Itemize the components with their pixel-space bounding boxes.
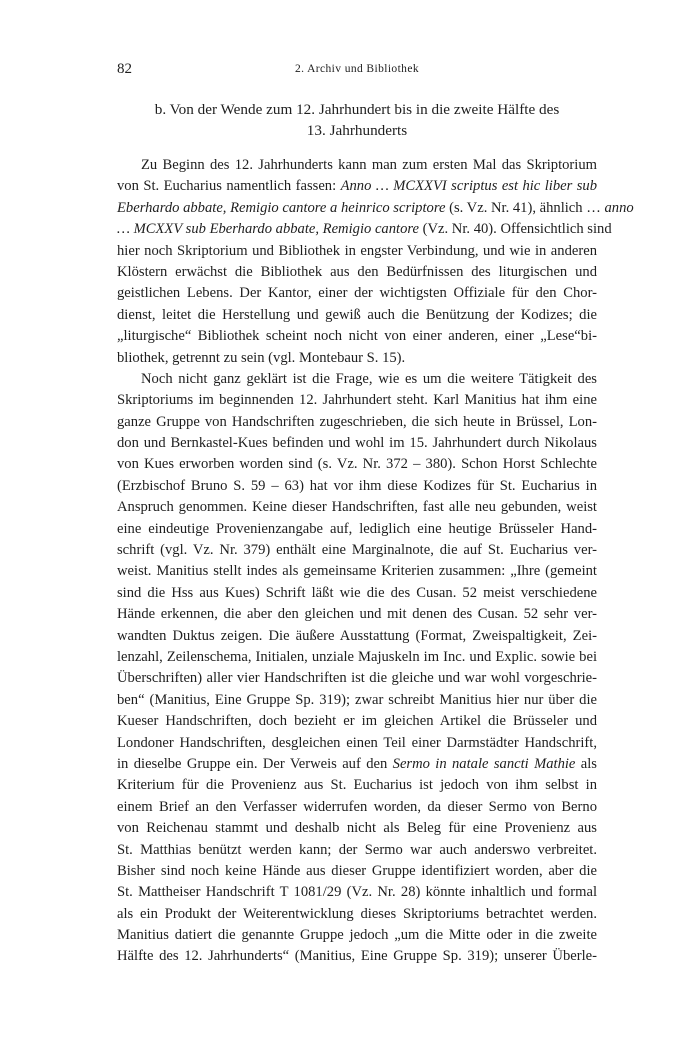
text-line: dienst, leitet die Herstellung und gewiß auch die Benützung der Kodizes; die — [117, 306, 597, 323]
text-line: einem Brief an den Verfasser widerrufen worden, da dieser Sermo von Berno — [117, 798, 597, 815]
page-number: 82 — [117, 61, 132, 77]
paragraph — [117, 369, 597, 968]
text-line: St. Mattheiser Handschrift T 1081/29 (Vz. Nr. 28) könnte inhaltlich und formal — [117, 884, 597, 901]
text-line: Skriptoriums im beginnenden 12. Jahrhundert steht. Karl Manitius hat ihm eine — [117, 392, 597, 409]
italic-quotation: Sermo in natale sancti Mathie — [392, 755, 576, 772]
body-text — [117, 155, 634, 968]
text-line: ganze Gruppe von Handschriften zugeschrieben, die sich heute in Brüssel, Lon- — [117, 413, 597, 430]
text-line: Noch nicht ganz geklärt ist die Frage, wie es um die weitere Tätigkeit des — [141, 370, 597, 387]
text-line: (Erzbischof Bruno S. 59 – 63) hat vor ihm diese Kodizes für St. Eucharius in — [117, 477, 597, 494]
section-heading — [117, 99, 597, 141]
text-line: „liturgische“ Bibliothek scheint noch nicht von einer anderen, einer „Lese“bi- — [117, 328, 597, 345]
text-line: schrift (vgl. Vz. Nr. 379) enthält eine Marginalnote, die auf St. Eucharius ver- — [117, 542, 597, 559]
text-line: Manitius datiert die genannte Gruppe jedoch „um die Mitte oder in die zweite — [117, 927, 597, 944]
text-line: Kueser Handschriften, doch bezieht er im gleichen Artikel die Brüsseler und — [117, 713, 597, 730]
text-line: bliothek, getrennt zu sein (vgl. Montebaur S. 15). — [117, 349, 406, 366]
text-line: Bisher sind noch keine Hände aus dieser Gruppe identifiziert worden, aber die — [117, 862, 597, 879]
text-line: Londoner Handschriften, desgleichen einen Teil einer Darmstädter Handschrift, — [117, 734, 597, 751]
text-line: Eberhardo abbate, Remigio cantore a heinrico scriptore (s. Vz. Nr. 41), ähnlich … anno — [117, 199, 634, 216]
text-line: Überschriften) aller vier Handschriften ist die gleiche und war wohl vorgeschrie- — [117, 670, 597, 687]
text-line: eine eindeutige Provenienzangabe auf, lediglich eine heutige Brüsseler Hand- — [117, 520, 597, 537]
italic-quotation: Eberhardo abbate, Remigio cantore a heinrico scriptore — [117, 199, 446, 216]
text-line: geistlichen Lebens. Der Kantor, einer der wichtigsten Offiziale für den Chor- — [117, 285, 597, 302]
text-line: Anspruch genommen. Keine dieser Handschriften, fast alle neu gebunden, weist — [117, 499, 597, 516]
text-line: wandten Duktus zeigen. Die äußere Ausstattung (Format, Zweispaltigkeit, Zei- — [117, 627, 597, 644]
text-line: Hände erkennen, die aber den gleichen und mit denen des Cusan. 52 sehr ver- — [117, 606, 597, 623]
text-line: Zu Beginn des 12. Jahrhunderts kann man zum ersten Mal das Skriptorium — [141, 157, 597, 173]
running-title: 2. Archiv und Bibliothek — [295, 63, 419, 75]
italic-quotation: Anno … MCXXVI scriptus est hic liber sub — [340, 178, 597, 195]
text-line: lenzahl, Zeilenschema, Initialen, unziale Majuskeln im Inc. und Explic. sowie bei — [117, 648, 597, 665]
text-line: weist. Manitius stellt indes als gemeinsame Kriterien zusammen: „Ihre (gemeint — [117, 563, 597, 580]
text-line: ben“ (Manitius, Eine Gruppe Sp. 319); zwar schreibt Manitius hier nur über die — [117, 691, 597, 708]
text-line: Kriterium für die Provenienz aus St. Eucharius ist jedoch von ihm selbst in — [117, 777, 597, 794]
text-line: Hälfte des 12. Jahrhunderts“ (Manitius, Eine Gruppe Sp. 319); unserer Überle- — [117, 948, 597, 965]
text-line: St. Matthias benützt werden kann; der Sermo war auch anderswo verbreitet. — [117, 841, 597, 858]
section-heading-line: b. Von der Wende zum 12. Jahrhundert bis in die zweite Hälfte des — [154, 101, 560, 118]
page-header — [117, 61, 597, 81]
text-line: Klöstern erwächst die Bibliothek aus den Bedürfnissen des liturgischen und — [117, 263, 597, 280]
italic-quotation: anno — [604, 199, 634, 216]
section-heading-line: 13. Jahrhunderts — [306, 122, 408, 139]
text-line: … MCXXV sub Eberhardo abbate, Remigio cantore (Vz. Nr. 40). Offensichtlich sind — [117, 221, 612, 238]
text-line: sind die Hss aus Kues) Schrift läßt wie die des Cusan. 52 meist verschiedene — [117, 584, 597, 601]
text-line: don und Bernkastel-Kues befinden und wohl im 15. Jahrhundert durch Nikolaus — [117, 435, 597, 452]
text-line: von Reichenau stammt und deshalb nicht als Beleg für eine Provenienz aus — [117, 820, 597, 837]
text-line: hier noch Skriptorium und Bibliothek in engster Verbindung, und wie in anderen — [117, 242, 597, 259]
text-line: von Kues erworben worden sind (s. Vz. Nr. 372 – 380). Schon Horst Schlechte — [117, 456, 597, 473]
text-line: als ein Produkt der Weiterentwicklung dieses Skriptoriums betrachtet werden. — [117, 905, 597, 922]
text-line: in dieselbe Gruppe ein. Der Verweis auf den Sermo in natale sancti Mathie als — [117, 755, 597, 772]
paragraph — [117, 155, 634, 369]
italic-quotation: … MCXXV sub Eberhardo abbate, Remigio cantore — [117, 221, 419, 238]
text-line: von St. Eucharius namentlich fassen: Anno … MCXXVI scriptus est hic liber sub — [117, 178, 597, 195]
